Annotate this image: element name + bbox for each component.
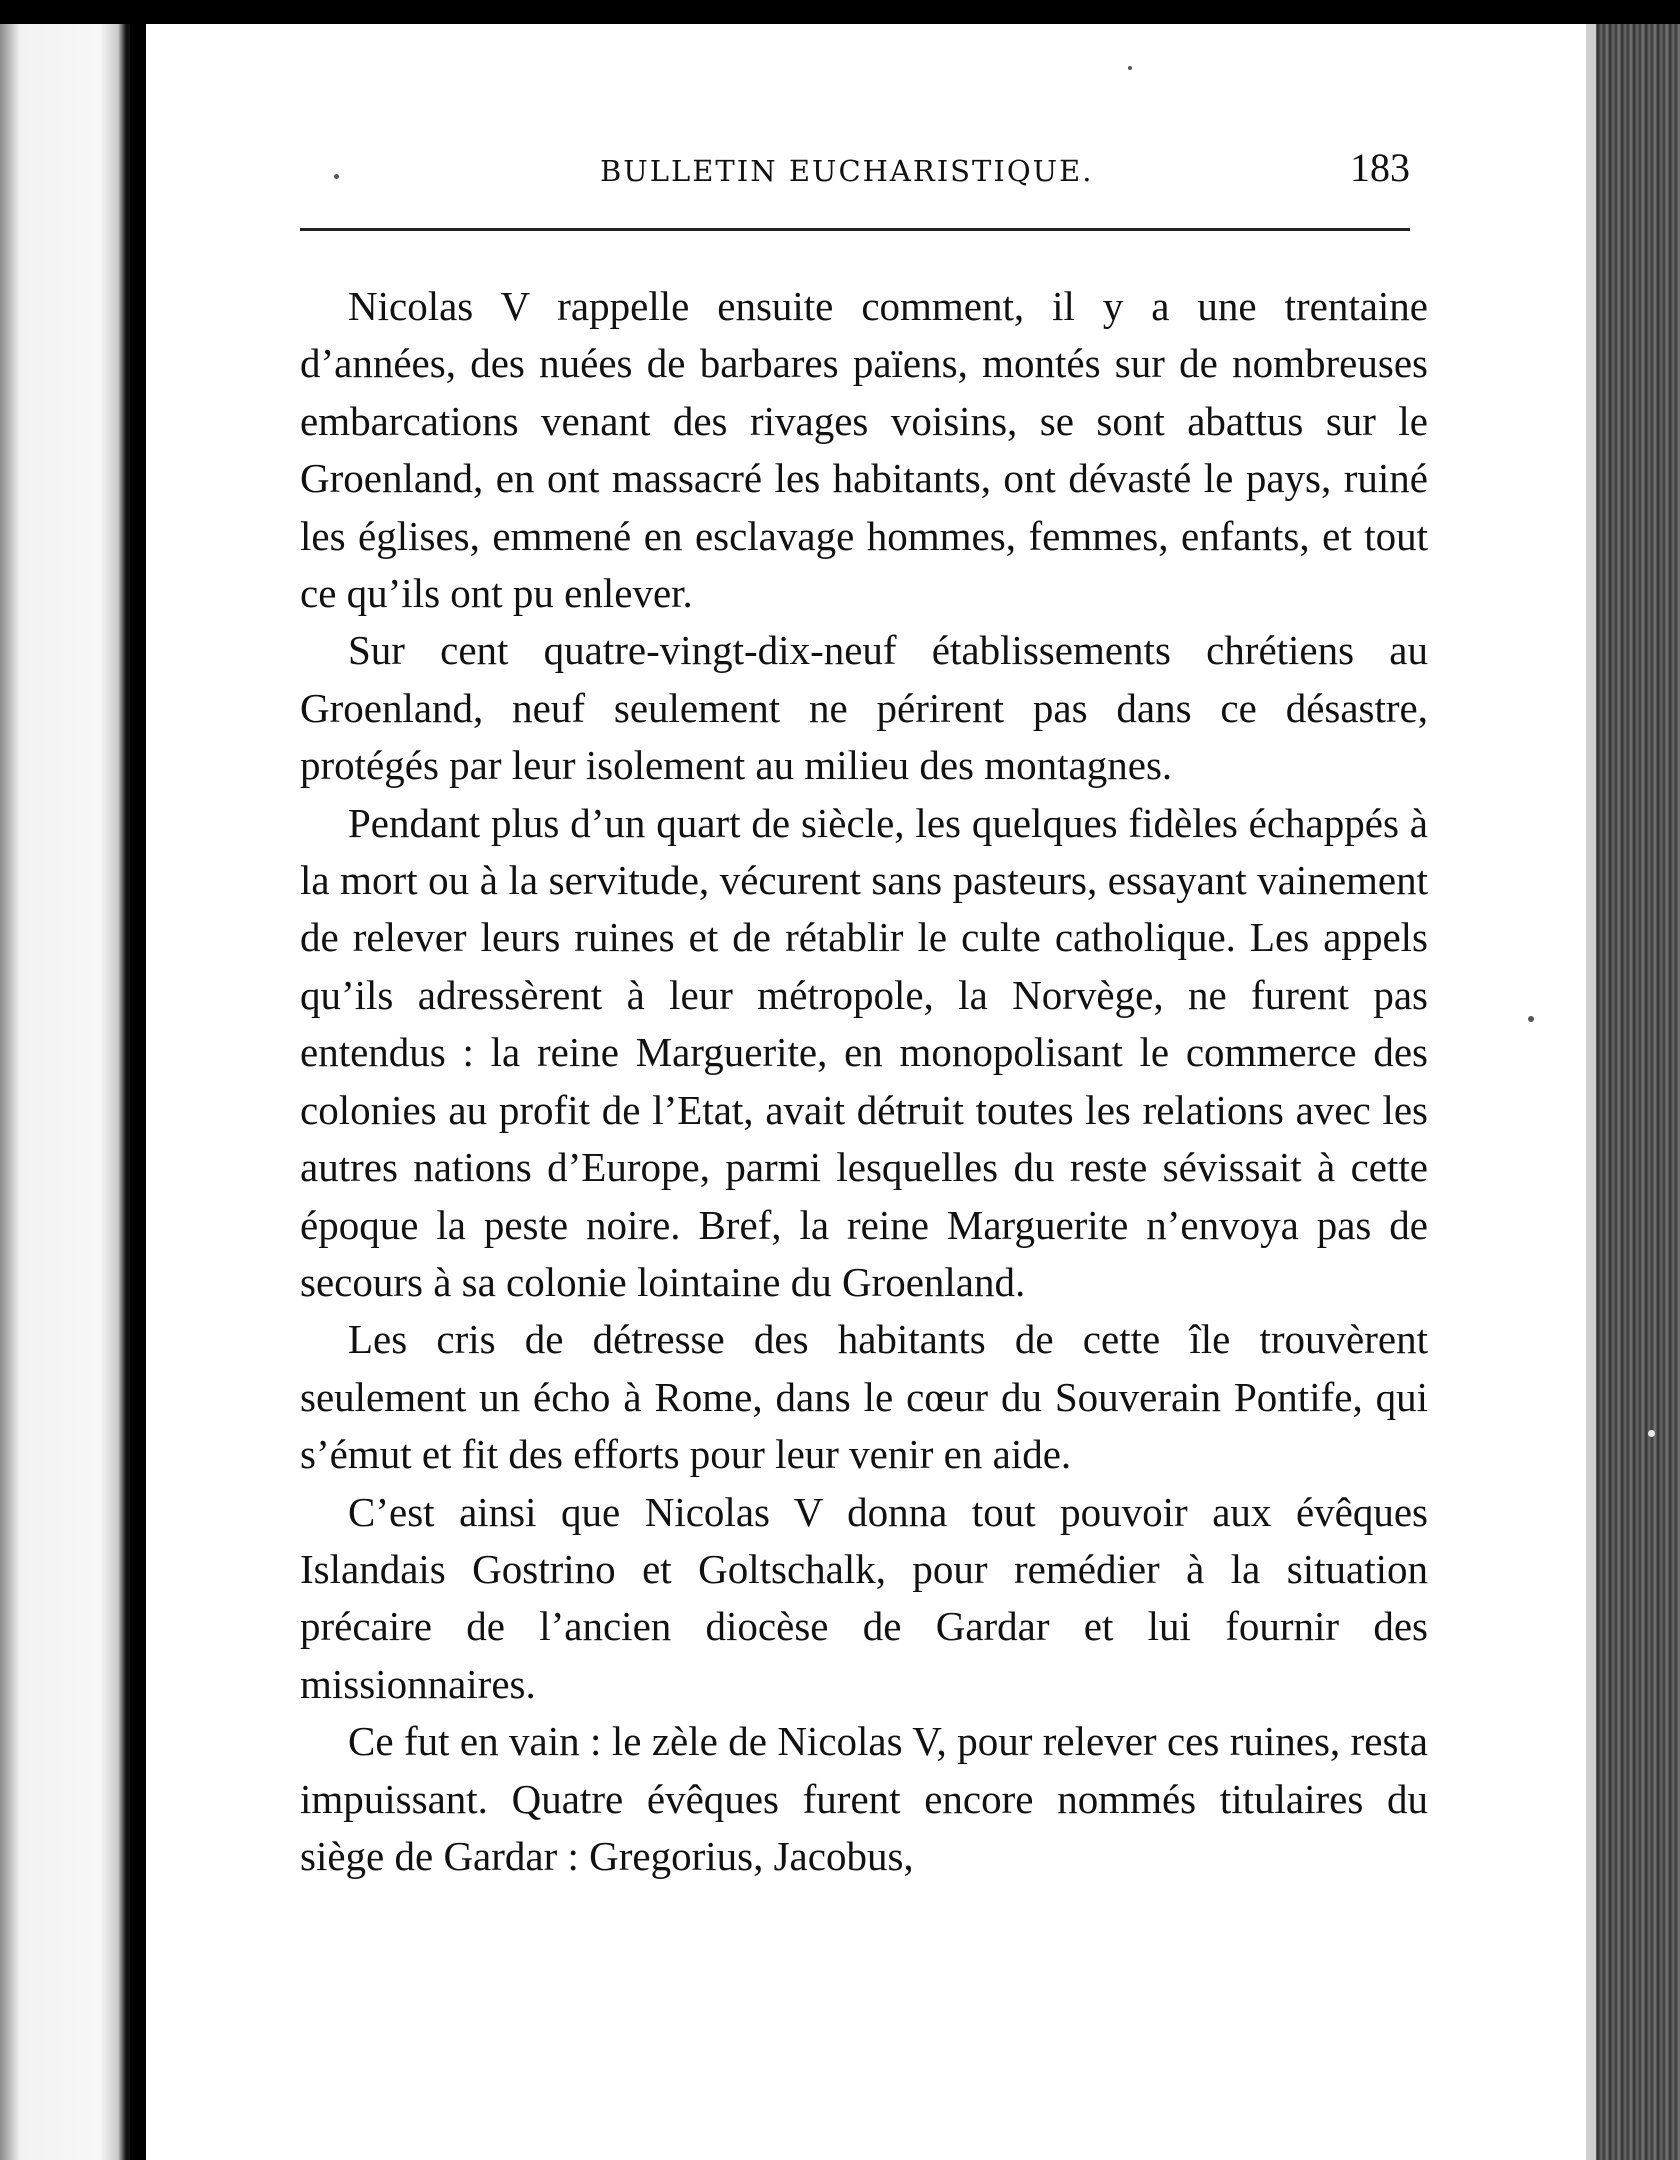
scan-speck (1128, 66, 1132, 70)
paragraph: Ce fut en vain : le zèle de Nicolas V, pour relever ces ruines, resta impuissant. Quatre évêques furent encore nommés titulaires du siège de Gardar : Gregorius, Jacobus, (300, 1718, 1428, 1879)
page-number: 183 (1350, 145, 1410, 190)
previous-page-edge (0, 24, 130, 2160)
paragraph: Pendant plus d’un quart de siècle, les quelques fidèles échappés à la mort ou à la servitude, vécurent sans pasteurs, essayant vainement de relever leurs ruines et de rétablir le culte catholique. Les appels qu’ils adressèrent à leur métropole, la Norvège, ne furent pas entendus : la reine Marguerite, en monopolisant le commerce des colonies au profit de l’Etat, avait détruit toutes les relations avec les autres nations d’Europe, parmi lesquelles du reste sévissait à cette époque la peste noire. Bref, la reine Marguerite n’envoya pas de secours à sa colonie lointaine du Groenland. (300, 799, 1428, 1305)
header-rule (300, 228, 1410, 231)
paragraph: Sur cent quatre-vingt-dix-neuf établissements chrétiens au Groenland, neuf seulement ne périrent pas dans ce désastre, protégés par leur isolement au milieu des montagnes. (300, 627, 1428, 789)
page-header (300, 140, 1410, 200)
scan-speck (1648, 1430, 1655, 1437)
paragraph: C’est ainsi que Nicolas V donna tout pouvoir aux évêques Islandais Gostrino et Goltschalk, pour remédier à la situation précaire de l’ancien diocèse de Gardar et lui fournir des missionnaires. (300, 1488, 1428, 1707)
body-text (300, 278, 1428, 1885)
book-fore-edge-highlight (1586, 24, 1596, 2160)
book-fore-edge (1586, 24, 1680, 2160)
paragraph: Nicolas V rappelle ensuite comment, il y a une trentaine d’années, des nuées de barbares païens, montés sur de nombreuses embarcations venant des rivages voisins, se sont abattus sur le Groenland, en ont massacré les habitants, ont dévasté le pays, ruiné les églises, emmené en esclavage hommes, femmes, enfants, et tout ce qu’ils ont pu enlever. (300, 283, 1428, 617)
running-title: BULLETIN EUCHARISTIQUE. (600, 154, 1094, 188)
paragraph: Les cris de détresse des habitants de cette île trouvèrent seulement un écho à Rome, dans le cœur du Souverain Pontife, qui s’émut et fit des efforts pour leur venir en aide. (300, 1316, 1428, 1478)
scan-speck (1528, 1016, 1534, 1022)
scan-speck (334, 174, 339, 179)
